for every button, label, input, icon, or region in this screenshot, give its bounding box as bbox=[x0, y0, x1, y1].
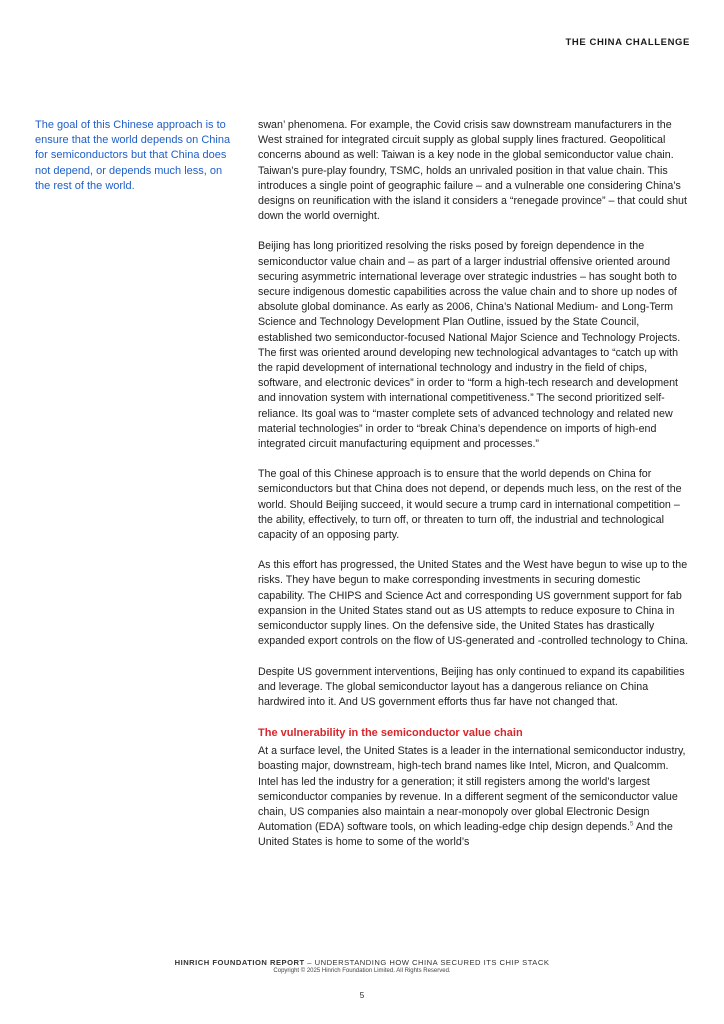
body-paragraph-2: Beijing has long prioritized resolving the risks posed by foreign dependence in the semiconductor value chain and – as part of a larger industrial offensive oriented around securing asymmetric international leverage over strategic industries – has sought both to secure indigenous domestic capabilities across the value chain and to shore up nodes of absolute global dominance. As early as 2006, China’s National Medium- and Long-Term Science and Technology Development Plan Outline, issued by the State Council, established two semiconductor-focused National Major Science and Technology Projects. The first was oriented around developing new technological advantages to “catch up with the rapid development of international technology and industry in the field of chips, software, and electronic devices” in order to “form a high-tech research and development and innovation system with international competitiveness.” The second prioritized self-reliance. Its goal was to “master complete sets of advanced technology and related new material technologies” in order to “break China’s dependence on imports of high-end integrated circuit manufacturing equipment and processes.” bbox=[258, 240, 681, 451]
footer-copyright: Copyright © 2025 Hinrich Foundation Limited. All Rights Reserved. bbox=[273, 968, 451, 974]
body-paragraph-1: swan’ phenomena. For example, the Covid crisis saw downstream manufacturers in the West strained for integrated circuit supply as global supply lines fractured. Geopolitical concerns abound as well: Taiwan is a key node in the global semiconductor value chain. Taiwan’s pure-play foundry, TSMC, holds an unrivaled position in that value chain. This introduces a single point of geographic failure – and a vulnerable one considering China’s designs on reunification with the island it considers a “renegade province” – that could shut down the world overnight. bbox=[258, 119, 687, 223]
page-footer bbox=[0, 958, 724, 974]
footnote-reference[interactable]: 5 bbox=[629, 820, 634, 828]
page-number: 5 bbox=[359, 991, 365, 1000]
section-heading: The vulnerability in the semiconductor value chain bbox=[258, 727, 523, 740]
section-paragraph bbox=[258, 744, 690, 850]
main-text-column bbox=[258, 118, 690, 866]
footer-report-subtitle: – UNDERSTANDING HOW CHINA SECURED ITS CHIP STACK bbox=[304, 958, 550, 967]
running-header: THE CHINA CHALLENGE bbox=[565, 37, 690, 48]
section-paragraph-text: At a surface level, the United States is a leader in the international semiconductor industry, boasting major, downstream, high-tech brand names like Intel, Micron, and Qualcomm. Intel has led the industry for a generation; it still registers among the world’s largest semiconductor companies by revenue. In a different segment of the semiconductor value chain, US companies also maintain a near-monopoly over global Electronic Design Automation (EDA) software tools, on which leading-edge chip design depends. bbox=[258, 745, 686, 834]
section-paragraph-tail: And the United States is home to some of the world’s bbox=[258, 821, 673, 849]
body-paragraph-5: Despite US government interventions, Beijing has only continued to expand its capabilities and leverage. The global semiconductor layout has a dangerous reliance on China hardwired into it. And US government efforts thus far have not changed that. bbox=[258, 665, 685, 708]
footer-report-line bbox=[0, 958, 724, 967]
footer-report-name: HINRICH FOUNDATION REPORT bbox=[174, 958, 305, 967]
body-paragraph-3: The goal of this Chinese approach is to ensure that the world depends on China for semiconductors but that China does not depend, or depends much less, on the rest of the world. Should Beijing succeed, it would secure a trump card in international competition –the ability, effectively, to turn off, or threaten to turn off, the industrial and technological capacity of an opposing party. bbox=[258, 468, 682, 542]
body-paragraph-4: As this effort has progressed, the United States and the West have begun to wise up to the risks. They have begun to make corresponding investments in securing domestic capability. The CHIPS and Science Act and corresponding US government support for fab expansion in the United States stand out as US attempts to reduce exposure to China in semiconductor supply lines. On the defensive side, the United States has drastically expanded export controls on the flow of US-generated and -controlled technology to China. bbox=[258, 559, 689, 648]
pull-quote: The goal of this Chinese approach is to ensure that the world depends on China for semiconductors but that China does not depend, or depends much less, on the rest of the world. bbox=[35, 119, 231, 192]
